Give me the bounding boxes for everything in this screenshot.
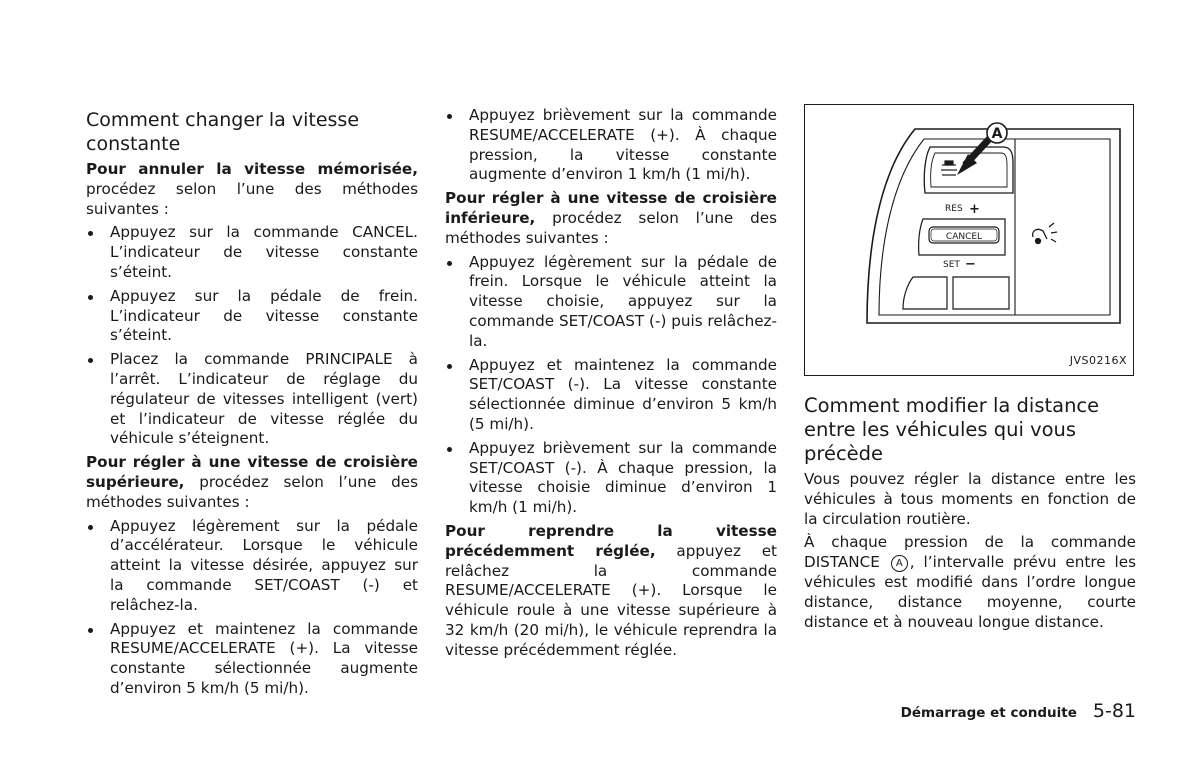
text-cancel-speed: procédez selon l’une des méthodes suivantes : [86, 179, 418, 218]
lead-resume-speed: Pour reprendre la vitesse précédemment réglée, [445, 521, 777, 560]
text-resume-speed: appuyez et relâchez la commande RESUME/ACCELERATE (+). Lorsque le véhicule roule à une vitesse supérieure à 32 km/h (20 mi/h), le véhicule reprendra la vitesse précédemment réglée. [445, 541, 777, 659]
paragraph-distance-steps [804, 533, 1136, 632]
text-higher-speed: procédez selon l’une des méthodes suivantes : [86, 472, 418, 511]
list-item: Appuyez brièvement sur la commande SET/COAST (-). À chaque pression, la vitesse choisie diminue d’environ 1 km/h (1 mi/h). [445, 439, 777, 518]
page-footer [901, 700, 1136, 722]
column-right [804, 104, 1136, 636]
circle-a-marker: A [891, 555, 908, 572]
text-lower-speed: procédez selon l’une des méthodes suivantes : [445, 208, 777, 247]
list-item: Placez la commande PRINCIPALE à l’arrêt. L’indicateur de réglage du régulateur de vitesses intelligent (vert) et l’indicateur de vitesse réglée du véhicule s’éteignent. [86, 350, 418, 449]
list-cancel-methods [86, 223, 418, 449]
list-item: Appuyez et maintenez la commande RESUME/ACCELERATE (+). La vitesse constante sélectionnée augmente d’environ 5 km/h (5 mi/h). [86, 620, 418, 699]
lead-cancel-speed: Pour annuler la vitesse mémorisée, [86, 160, 418, 178]
figure-code: JVS0216X [1069, 354, 1127, 368]
list-item: Appuyez et maintenez la commande SET/COAST (-). La vitesse constante sélectionnée diminue d’environ 5 km/h (5 mi/h). [445, 356, 777, 435]
column-middle [445, 106, 777, 665]
steering-switch-illustration [805, 105, 1133, 375]
section-heading-change-speed: Comment changer la vitesse constante [86, 109, 360, 155]
list-item: Appuyez sur la commande CANCEL. L’indicateur de vitesse constante s’éteint. [86, 223, 418, 282]
res-label: RES [945, 204, 963, 214]
list-item: Appuyez sur la pédale de frein. L’indicateur de vitesse constante s’éteint. [86, 287, 418, 346]
list-lower-methods [445, 253, 777, 518]
section-heading-distance: Comment modifier la distance entre les véhicules qui vous précède [804, 394, 1100, 465]
set-label: SET [943, 260, 960, 270]
paragraph-higher-speed [86, 453, 418, 512]
lead-higher-speed: Pour régler à une vitesse de croisière supérieure, [86, 453, 418, 491]
set-minus-sign: − [965, 257, 976, 272]
list-higher-methods [86, 517, 418, 699]
footer-section-title: Démarrage et conduite [900, 705, 1077, 721]
text-distance-a: À chaque pression de la commande DISTANCE [804, 533, 1136, 572]
page-number: 5-81 [1092, 700, 1136, 722]
paragraph-distance-intro: Vous pouvez régler la distance entre les véhicules à tous moments en fonction de la circulation routière. [804, 470, 1136, 528]
paragraph-resume-speed [445, 522, 777, 661]
list-accelerate-continued [445, 106, 777, 185]
list-item: Appuyez légèrement sur la pédale d’accélérateur. Lorsque le véhicule atteint la vitesse désirée, appuyez sur la commande SET/COAST (-) et relâchez-la. [86, 517, 418, 616]
list-item: Appuyez brièvement sur la commande RESUME/ACCELERATE (+). À chaque pression, la vitesse constante augmente d’environ 1 km/h (1 mi/h). [445, 106, 777, 185]
text-distance-b: , l’intervalle prévu entre les véhicules est modifié dans l’ordre longue distance, distance moyenne, courte distance et à nouveau longue distance. [804, 553, 1136, 631]
res-plus-sign: + [969, 202, 980, 217]
column-left [86, 104, 418, 703]
list-item: Appuyez légèrement sur la pédale de frein. Lorsque le véhicule atteint la vitesse choisie, appuyez sur la commande SET/COAST (-) puis relâchez-la. [445, 253, 777, 352]
paragraph-lower-speed [445, 189, 777, 248]
paragraph-cancel-speed [86, 160, 418, 219]
callout-a-label: A [991, 126, 1003, 142]
lead-lower-speed: Pour régler à une vitesse de croisière inférieure, [445, 189, 777, 227]
cancel-label: CANCEL [945, 232, 983, 242]
steering-switch-figure [804, 104, 1134, 376]
